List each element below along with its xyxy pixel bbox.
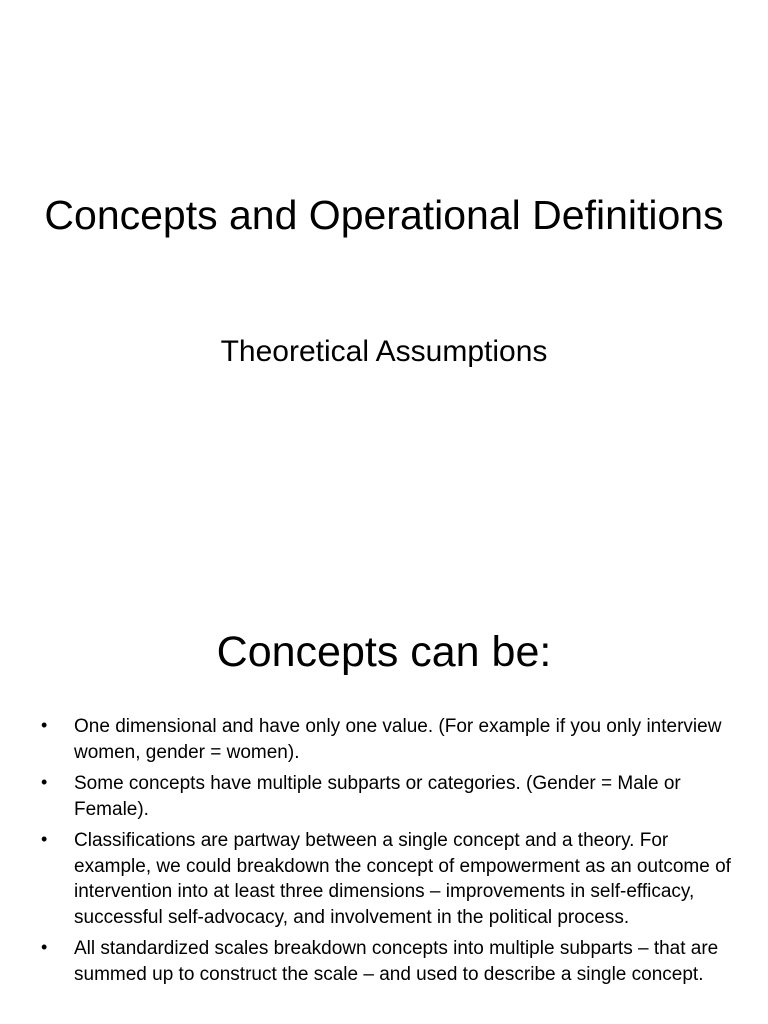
bullet-text: Some concepts have multiple subparts or categories. (Gender = Male or Female). bbox=[74, 773, 681, 820]
bullet-item bbox=[38, 714, 738, 765]
slide-subtitle: Theoretical Assumptions bbox=[220, 335, 548, 368]
bullet-icon: • bbox=[41, 937, 48, 957]
bullet-icon: • bbox=[41, 772, 48, 792]
slide-title: Concepts can be: bbox=[216, 628, 552, 676]
bullet-text: One dimensional and have only one value. (For example if you only interview women, gender = women). bbox=[74, 716, 722, 763]
slide-2 bbox=[0, 576, 768, 1024]
bullet-text: All standardized scales breakdown concepts into multiple subparts – that are summed up to construct the scale – and used to describe a single concept. bbox=[74, 938, 719, 985]
slide-title: Concepts and Operational Definitions bbox=[44, 192, 724, 238]
bullet-item bbox=[38, 936, 738, 987]
bullet-text: Classifications are partway between a single concept and a theory. For example, we could breakdown the concept of empowerment as an outcome of intervention into at least three dimensions – improvements in self-efficacy, successful self-advocacy, and involvement in the political process. bbox=[74, 830, 731, 928]
bullet-icon: • bbox=[41, 829, 48, 849]
bullet-item bbox=[38, 828, 738, 930]
bullet-list bbox=[38, 714, 738, 993]
bullet-item bbox=[38, 771, 738, 822]
bullet-icon: • bbox=[41, 715, 48, 735]
